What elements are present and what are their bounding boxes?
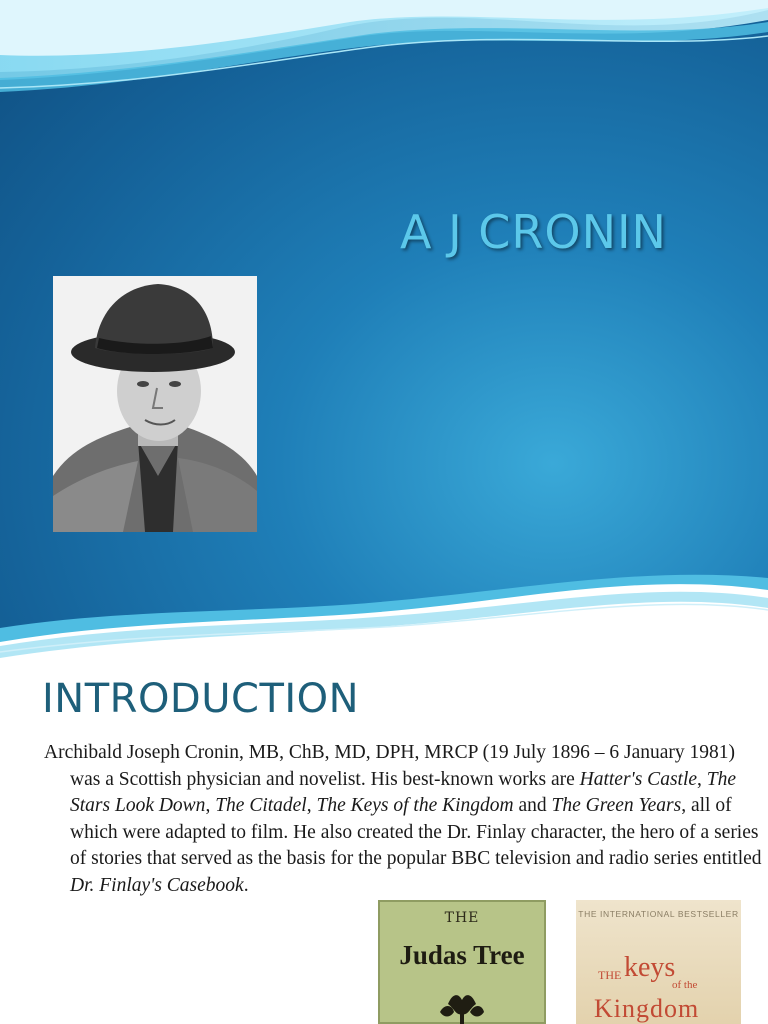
book-cover-the: THE	[444, 910, 480, 926]
separator: ,	[205, 795, 216, 816]
bottom-wave-decoration	[0, 568, 768, 662]
book-cover-the: THE	[598, 968, 622, 982]
book-cover-judas-tree	[378, 900, 546, 1024]
tree-ornament-icon	[378, 900, 546, 1024]
work-title: The Green Years	[551, 795, 682, 816]
work-title: Dr. Finlay's Casebook	[70, 874, 244, 896]
book-cover-keys: keys	[624, 952, 676, 983]
separator: ,	[306, 795, 317, 816]
section-heading: INTRODUCTION	[42, 676, 360, 722]
work-title: Hatter's Castle	[579, 768, 698, 790]
book-cover-kingdom: Kingdom	[594, 994, 700, 1023]
portrait-illustration	[53, 276, 257, 532]
introduction-slide	[0, 662, 768, 1024]
work-title: The Citadel	[215, 795, 307, 816]
separator: ,	[697, 768, 707, 790]
book-cover-of-the: of the	[672, 979, 698, 991]
work-title: The Keys of the Kingdom	[316, 795, 514, 816]
bio-text-1: Archibald Joseph Cronin, MB, ChB, MD, DPH, MRCP (19 July 1896 – 6 January 1981) was a Scottish physician and novelist. His best-known works are	[44, 742, 735, 790]
bio-text-2: , all of which were adapted to film. He also created the Dr. Finlay character, the hero of a series of stories that served as the basis for the popular BBC television and radio series entitled	[70, 795, 762, 869]
book-cover-tagline: THE INTERNATIONAL BESTSELLER	[578, 909, 739, 919]
sentence-end: .	[243, 874, 249, 896]
slide-title: A J CRONIN	[400, 205, 667, 259]
work-title: The Stars Look Down	[70, 768, 737, 816]
author-portrait	[53, 276, 257, 532]
separator: and	[513, 795, 552, 816]
top-wave-decoration	[0, 0, 768, 110]
book-cover-keys-of-the-kingdom	[576, 900, 741, 1024]
book-cover-title: Judas Tree	[399, 940, 525, 970]
biography-paragraph	[44, 740, 768, 899]
